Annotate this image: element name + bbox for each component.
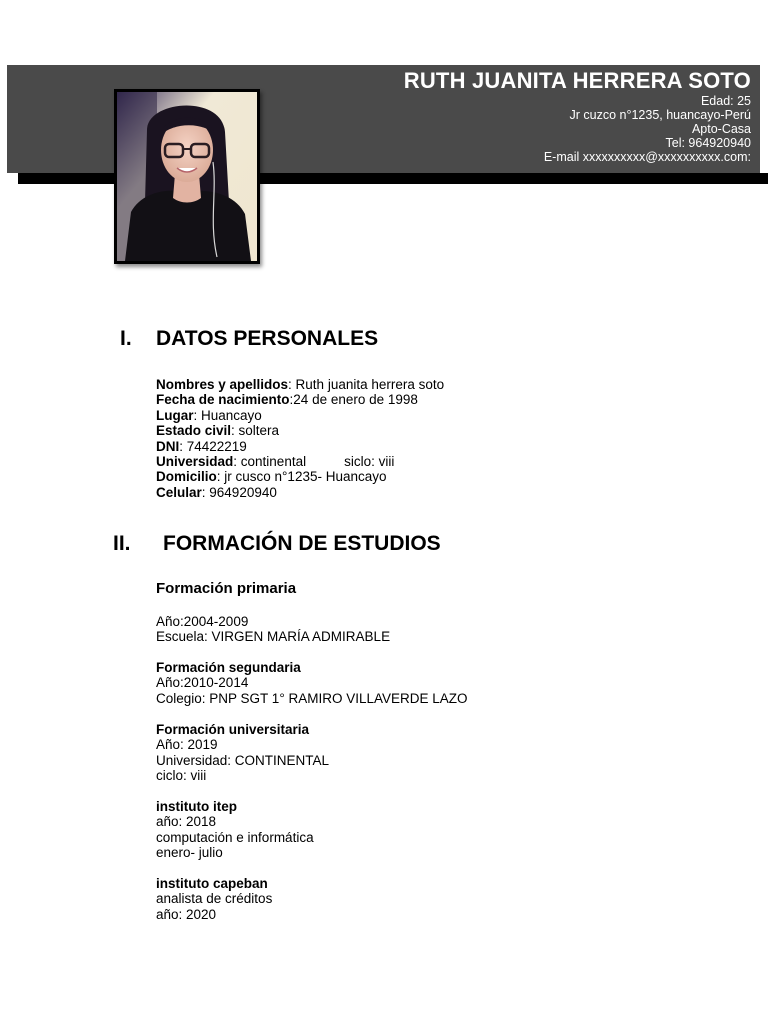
study-universitaria: [156, 722, 329, 784]
field-ciclo: siclo: viii: [344, 454, 395, 470]
capeban-title: instituto capeban: [156, 876, 268, 891]
field-celular: Celular: 964920940: [156, 484, 277, 500]
itep-course: computación e informática: [156, 829, 314, 845]
age: Edad: 25: [700, 94, 751, 108]
itep-title: instituto itep: [156, 799, 237, 814]
study-capeban: [156, 876, 272, 922]
primaria-title: Formación primaria: [156, 580, 297, 597]
section-number-personal: I.: [120, 327, 132, 350]
section-number-studies: II.: [113, 532, 131, 555]
study-secundaria: [156, 660, 468, 706]
section-title-personal: DATOS PERSONALES: [156, 327, 379, 350]
universitaria-university: Universidad: CONTINENTAL: [156, 752, 330, 768]
field-domicilio: Domicilio: jr cusco n°1235- Huancayo: [156, 469, 387, 485]
itep-year: año: 2018: [156, 814, 217, 830]
email: E-mail xxxxxxxxxx@xxxxxxxxxx.com:: [543, 150, 751, 164]
phone: Tel: 964920940: [665, 136, 751, 150]
itep-period: enero- julio: [156, 845, 223, 861]
address: Jr cuzco n°1235, huancayo-Perú: [569, 108, 751, 122]
secundaria-title: Formación segundaria: [156, 660, 301, 675]
field-lugar: Lugar: Huancayo: [156, 407, 262, 423]
field-estado-civil: Estado civil: soltera: [156, 423, 280, 439]
portrait-illustration: [117, 92, 257, 261]
primaria-year: Año:2004-2009: [156, 614, 249, 629]
full-name: RUTH JUANITA HERRERA SOTO: [403, 68, 751, 93]
universitaria-year: Año: 2019: [156, 737, 218, 753]
primaria-school: Escuela: VIRGEN MARÍA ADMIRABLE: [156, 629, 391, 645]
secundaria-school: Colegio: PNP SGT 1° RAMIRO VILLAVERDE LAZO: [156, 690, 468, 706]
field-nombres: Nombres y apellidos: Ruth juanita herrera soto: [156, 377, 445, 392]
secundaria-year: Año:2010-2014: [156, 675, 249, 691]
contact-header: [404, 68, 751, 164]
field-universidad: Universidad: continental siclo: viii: [156, 454, 395, 470]
housing-type: Apto-Casa: [691, 122, 751, 136]
field-fecha: Fecha de nacimiento:24 de enero de 1998: [156, 392, 418, 408]
universitaria-cycle: ciclo: viii: [156, 768, 207, 784]
profile-photo: [114, 89, 260, 264]
study-itep: [156, 799, 314, 861]
field-dni: DNI: 74422219: [156, 438, 247, 454]
capeban-year: año: 2020: [156, 906, 217, 922]
section-title-studies: FORMACIÓN DE ESTUDIOS: [163, 532, 441, 555]
capeban-course: analista de créditos: [156, 891, 273, 907]
study-primaria: [156, 581, 296, 596]
personal-data-block: [156, 377, 444, 500]
universitaria-title: Formación universitaria: [156, 722, 310, 737]
study-primaria-details: [156, 614, 390, 645]
